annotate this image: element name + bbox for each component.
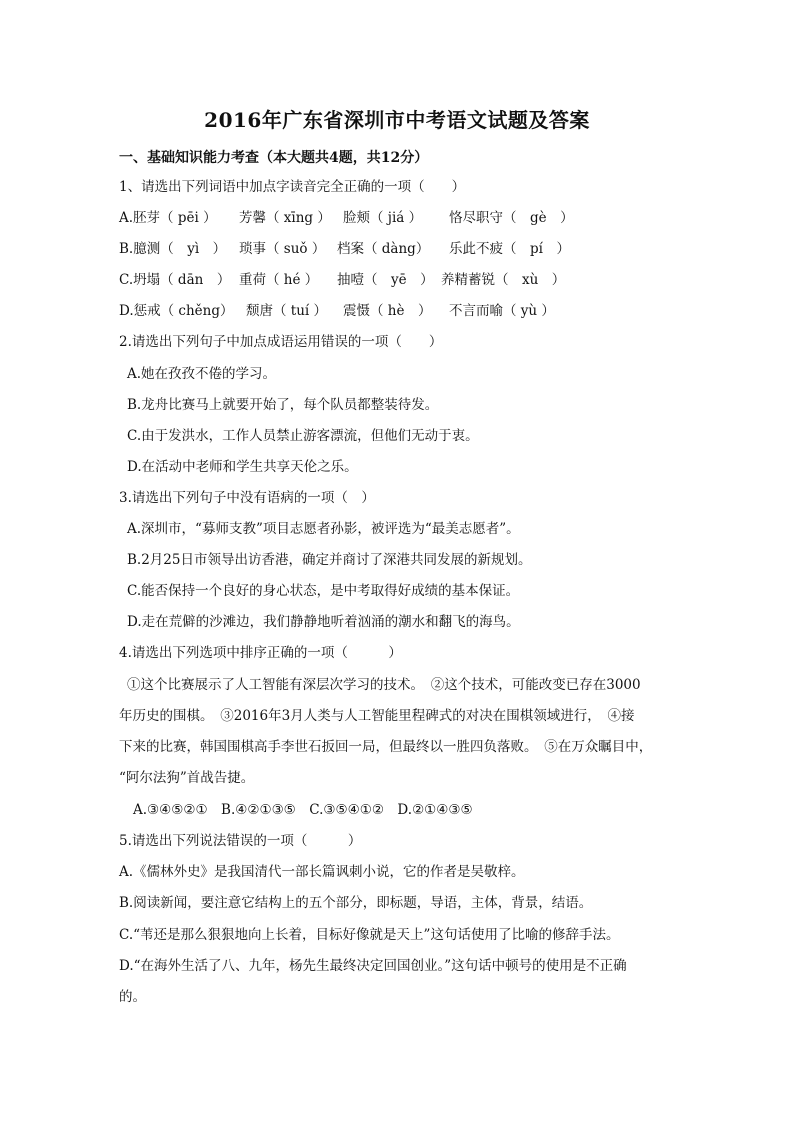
question-2-option-c: C.由于发洪水，工作人员禁止游客漂流，但他们无动于衷。 [127, 428, 479, 444]
question-4-passage-line-3: 下来的比赛，韩国围棋高手李世石扳回一局，但最终以一胜四负落败。 ⑤在万众瞩目中， [119, 739, 653, 755]
q1-c-word-1: C.坍塌（ dān ） [119, 272, 231, 288]
question-1-stem: 1、请选出下列词语中加点字读音完全正确的一项（ ） [119, 179, 466, 195]
question-5-option-c: C.“苇还是那么狠狠地向上长着，目标好像就是天上”这句话使用了比喻的修辞手法。 [119, 927, 620, 943]
question-4-passage-line-2: 年历史的围棋。 ③2016年3月人类与人工智能里程碑式的对决在围棋领域进行， ④接 [119, 708, 635, 724]
question-5-stem: 5.请选出下列说法错误的一项（ ） [119, 833, 362, 849]
q1-b-word-1: B.臆测（ yì ） [119, 241, 227, 257]
section-heading: 一、基础知识能力考查（本大题共4题，共12分） [119, 150, 429, 166]
q1-a-word-3: 脸颊（ jiá ） [343, 210, 423, 226]
q1-c-word-4: 养精蓄锐（ xù ） [441, 272, 566, 288]
q1-c-word-3: 抽噎（ yē ） [337, 272, 434, 288]
q1-a-word-2: 芳馨（ xīng ） [239, 210, 331, 226]
question-2-option-b: B.龙舟比赛马上就要开始了，每个队员都整装待发。 [127, 397, 439, 413]
question-3-option-b: B.2月25日市领导出访香港，确定并商讨了深港共同发展的新规划。 [127, 552, 532, 568]
question-5-option-b: B.阅读新闻，要注意它结构上的五个部分，即标题，导语，主体，背景，结语。 [119, 895, 593, 911]
question-4-stem: 4.请选出下列选项中排序正确的一项（ ） [119, 645, 402, 661]
question-3-stem: 3.请选出下列句子中没有语病的一项（ ） [119, 490, 375, 506]
question-2-option-a: A.她在孜孜不倦的学习。 [127, 366, 277, 382]
question-4-options: A.③④⑤②① B.④②①③⑤ C.③⑤④①② D.②①④③⑤ [133, 802, 473, 818]
question-4-passage-line-1: ①这个比赛展示了人工智能有深层次学习的技术。 ②这个技术，可能改变已存在3000 [127, 677, 641, 693]
q1-a-word-1: A.胚芽（ pēi ） [119, 210, 217, 226]
q1-c-word-2: 重荷（ hé ） [239, 272, 319, 288]
q1-d-word-4: 不言而喻（ yù ） [449, 303, 555, 319]
q1-b-word-3: 档案（ dàng） [337, 241, 430, 257]
q1-d-word-3: 震慑（ hè ） [343, 303, 432, 319]
question-4-passage-line-4: “阿尔法狗”首战告捷。 [119, 770, 255, 786]
question-3-option-d: D.走在荒僻的沙滩边，我们静静地听着汹涌的潮水和翻飞的海鸟。 [127, 614, 520, 630]
q1-d-word-2: 颓唐（ tuí ） [246, 303, 328, 319]
question-5-option-d: D.“在海外生活了八、九年，杨先生最终决定回国创业。”这句话中顿号的使用是不正确 [119, 958, 627, 974]
q1-b-word-2: 琐事（ suǒ ） [239, 241, 326, 257]
q1-d-word-1: D.惩戒（ chěng） [119, 303, 234, 319]
question-5-option-d-continued: 的。 [119, 989, 146, 1005]
question-2-stem: 2.请选出下列句子中加点成语运用错误的一项（ ） [119, 334, 443, 350]
document-title: 2016年广东省深圳市中考语文试题及答案 [204, 108, 590, 132]
question-3-option-a: A.深圳市，“募师支教”项目志愿者孙影，被评选为“最美志愿者”。 [127, 521, 520, 537]
question-5-option-a: A.《儒林外史》是我国清代一部长篇讽刺小说，它的作者是吴敬梓。 [119, 864, 525, 880]
q1-b-word-4: 乐此不疲（ pí ） [449, 241, 570, 257]
question-3-option-c: C.能否保持一个良好的身心状态，是中考取得好成绩的基本保证。 [127, 583, 520, 599]
question-2-option-d: D.在活动中老师和学生共享天伦之乐。 [127, 459, 358, 475]
q1-a-word-4: 恪尽职守（ gè ） [449, 210, 574, 226]
